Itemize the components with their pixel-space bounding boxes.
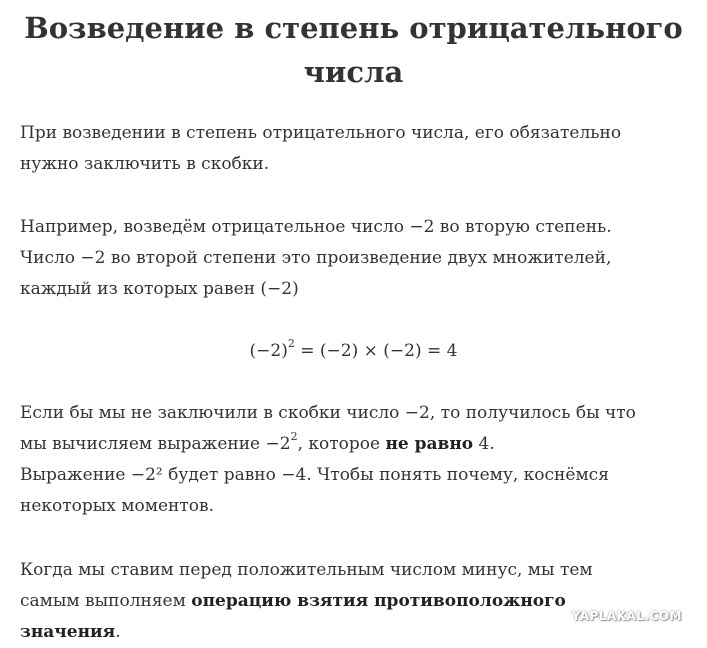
text-line: Число −2 во второй степени это произведение двух множителей,	[20, 248, 612, 268]
paragraph-intro	[20, 118, 700, 180]
exponent: 2	[290, 430, 298, 444]
paragraph-explanation	[20, 398, 700, 522]
text-line: Если бы мы не заключили в скобки число −2, то получилось бы что	[20, 403, 636, 423]
bold-text: не равно	[385, 434, 474, 454]
text-span: мы вычисляем выражение −2	[20, 434, 291, 454]
text-span: самым выполняем	[20, 591, 192, 611]
watermark: YAPLAKAL.COM	[571, 609, 682, 623]
formula-rest: = (−2) × (−2) = 4	[294, 341, 458, 361]
text-line: При возведении в степень отрицательного числа, его обязательно	[20, 123, 622, 143]
text-line: каждый из которых равен (−2)	[20, 279, 299, 299]
formula-exponent: 2	[287, 337, 295, 351]
bold-text: значения	[20, 622, 116, 642]
bold-text: операцию взятия противоположного	[191, 591, 566, 611]
text-span: .	[115, 622, 121, 642]
paragraph-example	[20, 212, 700, 305]
text-line: Выражение −2² будет равно −4. Чтобы понять почему, коснёмся	[20, 465, 609, 485]
paragraph-operation	[20, 555, 700, 648]
page-title: Возведение в степень отрицательного числа	[24, 11, 683, 89]
text-line: Когда мы ставим перед положительным числом минус, мы тем	[20, 560, 593, 580]
text-line: Например, возведём отрицательное число −2 во вторую степень.	[20, 217, 612, 237]
text-line	[20, 429, 700, 460]
text-line: нужно заключить в скобки.	[20, 154, 270, 174]
formula-base: (−2)	[249, 341, 288, 361]
text-span: , которое	[297, 434, 386, 454]
text-line: некоторых моментов.	[20, 496, 214, 516]
text-span: 4.	[473, 434, 495, 454]
formula	[0, 336, 707, 367]
